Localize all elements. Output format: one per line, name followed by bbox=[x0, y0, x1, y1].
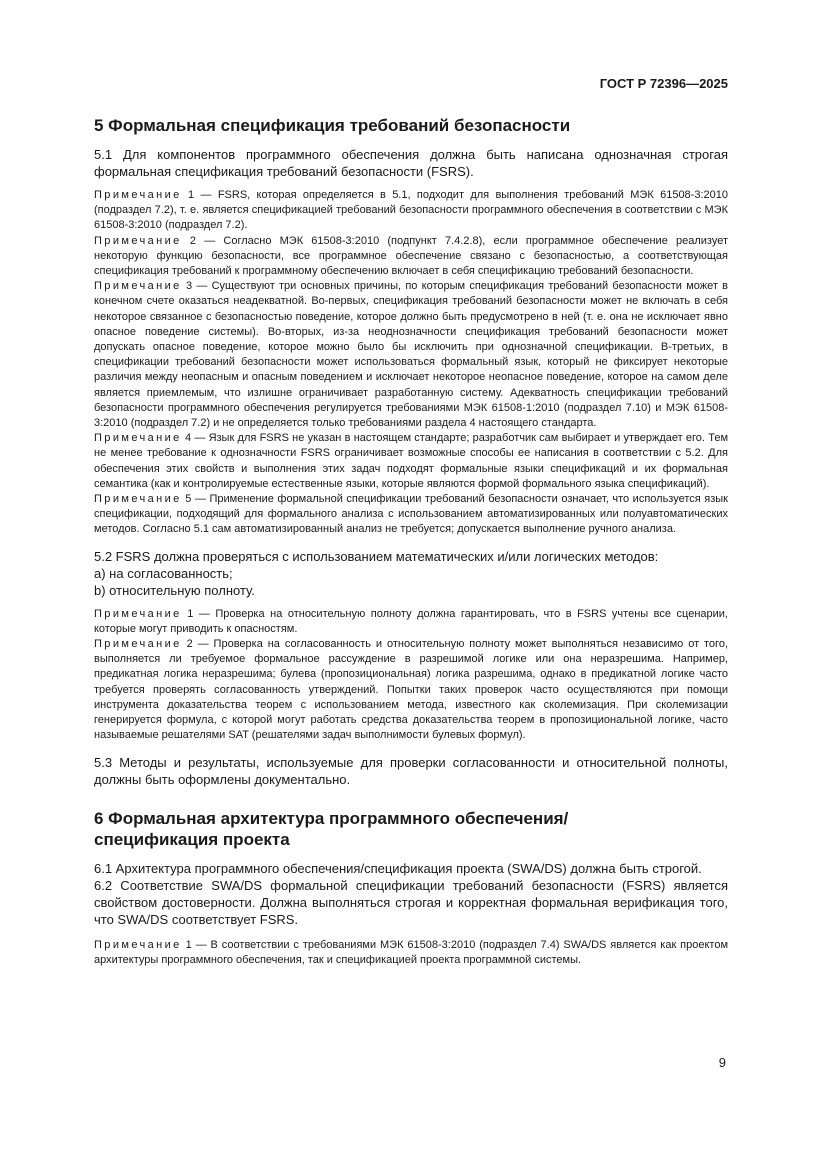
page-content bbox=[94, 115, 728, 968]
note-label: Примечание bbox=[94, 938, 182, 951]
page-number: 9 bbox=[718, 1055, 726, 1070]
note-label: Примечание bbox=[94, 638, 182, 651]
note-number: 1 bbox=[188, 189, 195, 201]
note-number: 1 bbox=[185, 938, 192, 951]
paragraph-5-1-text: 5.1 Для компонентов программного обеспечения должна быть написана однозначная строгая формальная спецификация требований безопасности (FSRS). bbox=[94, 147, 728, 179]
note-label: Примечание bbox=[94, 432, 182, 445]
note-text: — Проверка на относительную полноту должна гарантировать, что в FSRS учтены все сценарии, которые могут приводить к опасностям. bbox=[94, 607, 728, 635]
note-text: — Проверка на согласованность и относительную полноту может выполняться независимо от того, выполняется ли требуемое формальное рассуждение в разрешимой логике или она неразрешима. Например, предикатная логика неразрешима; булева (пропозициональная) логика разрешима, однако в предикатной логике часто требуется проверять согласованность утверждений. Попытки таких проверок часто осуществляются при помощи инструмента доказательства теорем с использованием метода, известного как сколемизация. При сколемизации генерируется формула, с которой могут работать средства доказательства теорем в пропозициональной логике, часто называемые решателями SAT (решателями задач выполнимости булевых формул). bbox=[94, 638, 728, 742]
note-text: — FSRS, которая определяется в 5.1, подходит для выполнения требований МЭК 61508-3:2010 (подраздел 7.2), т. е. является спецификацией требований безопасности программного обеспечения в соответствии с МЭК 61508-3:2010 (подраздел 7.2). bbox=[94, 189, 728, 232]
note-label: Примечание bbox=[94, 607, 182, 620]
note-6-2-1 bbox=[94, 938, 728, 968]
note-5-1-3 bbox=[94, 279, 728, 431]
paragraph-5-3: 5.3 Методы и результаты, используемые для проверки согласованности и относительной полноты, должны быть оформлены документально. bbox=[94, 754, 728, 787]
section-5-heading: 5 Формальная спецификация требований безопасности bbox=[94, 116, 571, 135]
document-code: ГОСТ Р 72396—2025 bbox=[599, 76, 728, 91]
note-label: Примечание bbox=[94, 280, 182, 293]
paragraph-6-2: 6.2 Соответствие SWA/DS формальной спецификации требований безопасности (FSRS) является свойством достоверности. Должна выполняться строгая и корректная формальная верификация того, что SWA/DS соответствует FSRS. bbox=[94, 877, 728, 927]
note-5-1-1 bbox=[94, 188, 728, 234]
note-number: 4 bbox=[184, 432, 192, 445]
note-text: — Язык для FSRS не указан в настоящем стандарте; разработчик сам выбирает и утверждает его. Тем не менее требование к однозначности FSRS ограничивает возможные способы ее написания в соответствии с 5.2. Для обеспечения этих свойств и выполнения этих задач подходят формальные языки спецификаций и их формальная семантика (как и контролируемые естественные языки, которые являются формой формального языка спецификаций). bbox=[94, 432, 729, 490]
note-label: Примечание bbox=[94, 234, 182, 247]
note-text: — В соответствии с требованиями МЭК 61508-3:2010 (подраздел 7.4) SWA/DS является как проектом архитектуры программного обеспечения, так и спецификацией проекта программной системы. bbox=[94, 938, 729, 966]
note-number: 5 bbox=[185, 493, 192, 506]
note-label: Примечание bbox=[94, 493, 182, 506]
note-text: — Применение формальной спецификации требований безопасности означает, что используется язык спецификации, подходящий для формального анализа с использованием автоматизированных или полуавтоматических методов. Согласно 5.1 сам автоматизированный анализ не требуется; допускается выполнение ручного анализа. bbox=[94, 493, 728, 536]
list-item-b: b) относительную полноту. bbox=[94, 582, 255, 598]
note-number: 3 bbox=[185, 280, 193, 293]
note-5-2-1 bbox=[94, 607, 728, 637]
note-number: 1 bbox=[187, 607, 194, 620]
section-6-heading-line2: спецификация проекта bbox=[94, 829, 290, 849]
note-label: Примечание bbox=[94, 189, 182, 201]
note-5-1-4 bbox=[94, 431, 728, 492]
list-item-a: a) на согласованность; bbox=[94, 565, 233, 581]
note-number: 2 bbox=[189, 234, 196, 247]
note-number: 2 bbox=[186, 638, 193, 651]
note-text: — Существуют три основных причины, по которым спецификация требований безопасности может в конечном счете оказаться неадекватной. Во-первых, спецификация требований безопасности может не включать в себя некоторое связанное с безопасностью поведение, которое должно быть предусмотрено в ней (т. е. она не исключает явно опасное поведение системы). Во-вторых, из-за неоднозначности спецификация требований безопасности может допускать опасное поведение, которое можно было бы исключить при однозначной спецификации. В-третьих, в спецификации требований безопасности может использоваться формальный язык, который не фиксирует некоторые различия между неопасным и опасным поведением и исключает некоторое неопасное поведение, которое на самом деле является приемлемым, что излишне ограничивает разработанную систему. Адекватность спецификации требований безопасности программного обеспечения регулируется требованиями МЭК 61508-1:2010 (подраздел 7.10) и МЭК 61508-3:2010 (подраздел 7.2) и не определяется только требованиями раздела 4 настоящего стандарта. bbox=[94, 280, 728, 430]
section-6-heading bbox=[94, 808, 728, 850]
note-5-1-2 bbox=[94, 234, 728, 280]
paragraph-6-1: 6.1 Архитектура программного обеспечения/спецификация проекта (SWA/DS) должна быть строгой. bbox=[94, 860, 702, 876]
paragraph-5-1 bbox=[94, 146, 728, 180]
section-6-heading-line1: 6 Формальная архитектура программного обеспечения/ bbox=[94, 808, 569, 828]
paragraph-5-2: 5.2 FSRS должна проверяться с использованием математических и/или логических методов: bbox=[94, 548, 659, 564]
note-text: — Согласно МЭК 61508-3:2010 (подпункт 7.4.2.8), если программное обеспечение реализует некоторую функцию безопасности, все программное обеспечение связано с безопасностью, а соответствующая спецификация требований к программному обеспечению включает в себя спецификацию требований безопасности. bbox=[94, 234, 729, 278]
note-5-1-5 bbox=[94, 492, 728, 538]
note-5-2-2 bbox=[94, 637, 728, 743]
